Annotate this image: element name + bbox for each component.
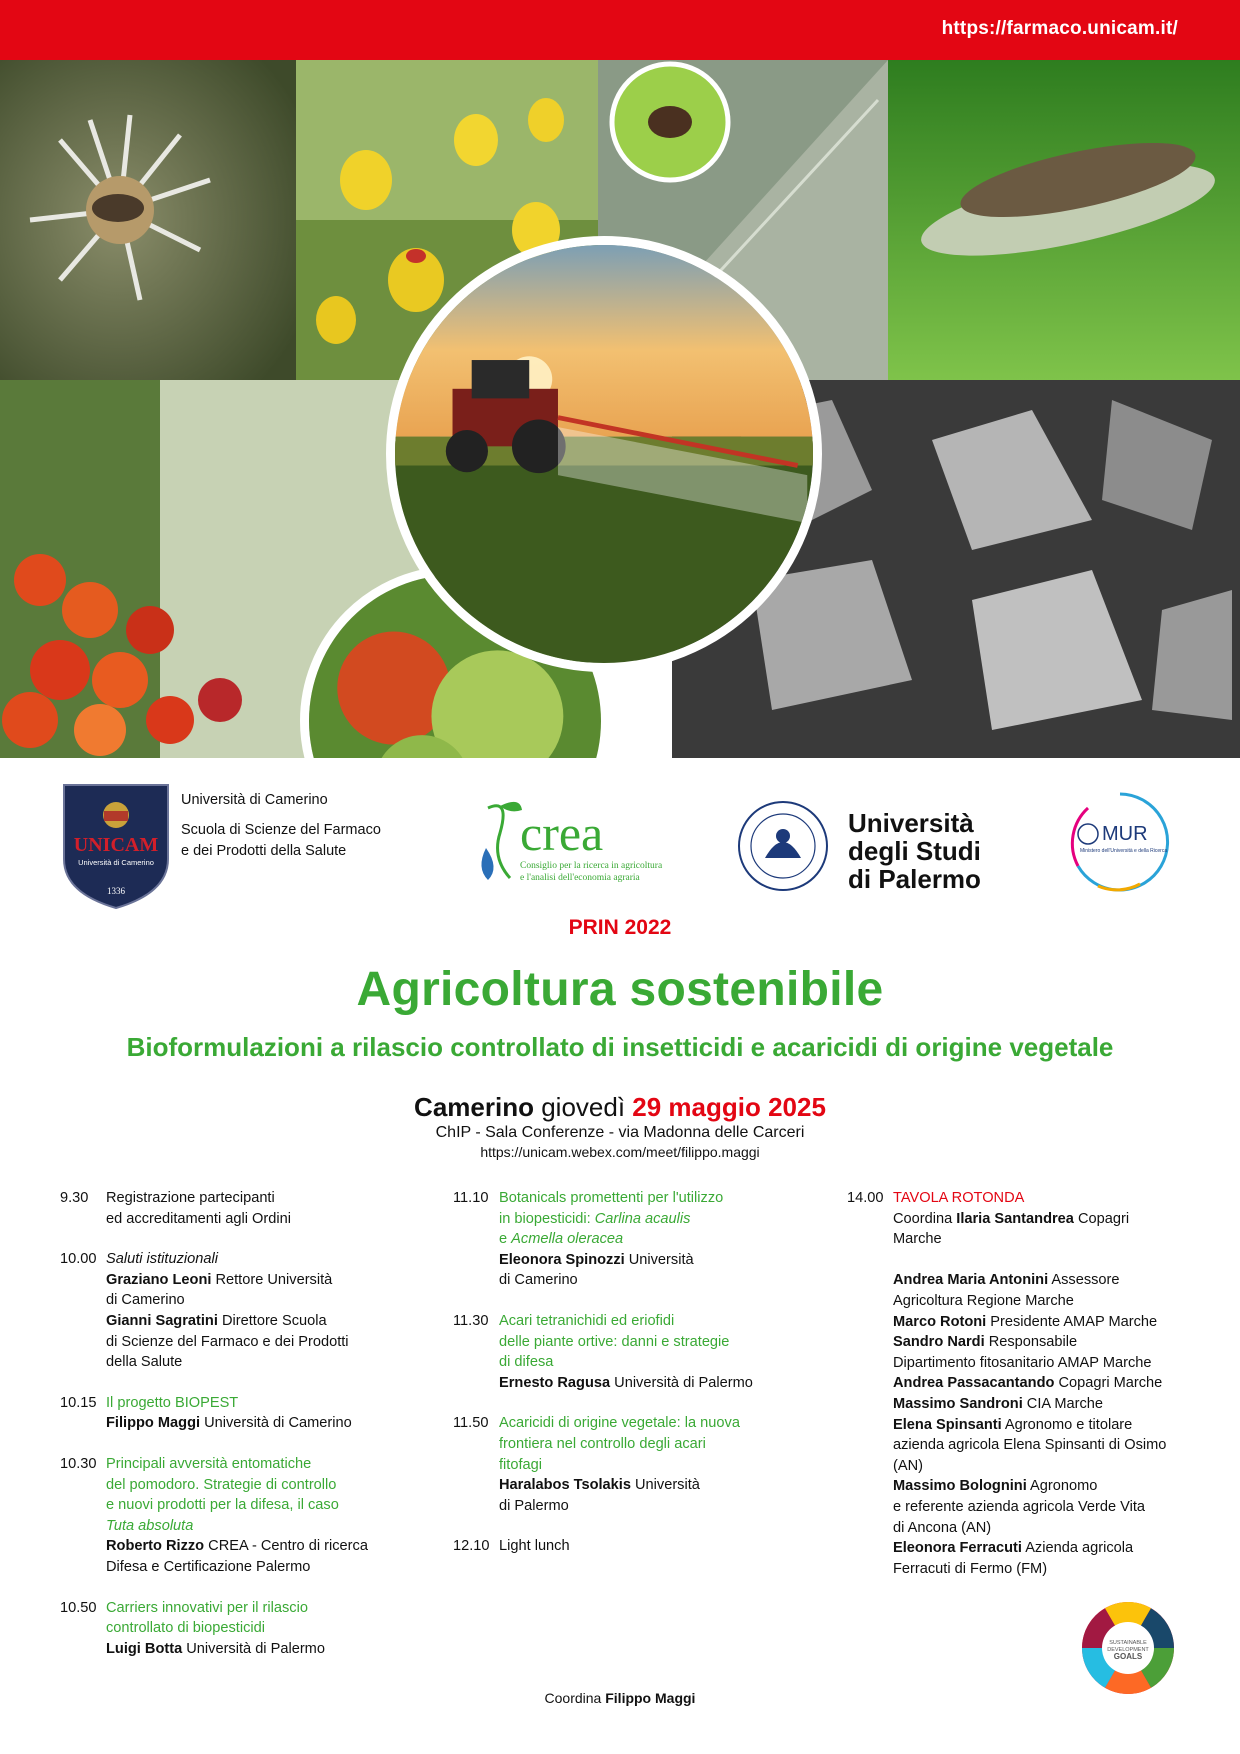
speaker-affiliation: Direttore Scuola <box>217 1312 327 1329</box>
sdg-wheel-logo <box>1080 1600 1176 1696</box>
panelist-role: di Ancona (AN) <box>893 1519 992 1536</box>
panelist-name: Eleonora Ferracuti <box>893 1540 1022 1557</box>
item-title: Principali avversità entomatiche <box>106 1455 312 1472</box>
item-time: 10.30 <box>60 1455 97 1472</box>
panelist-name: Massimo Sandroni <box>893 1395 1023 1412</box>
item-title: Carlina acaulis <box>594 1210 691 1227</box>
svg-text:crea: crea <box>520 805 604 861</box>
panelist-role: Agronomo <box>1026 1478 1098 1495</box>
speaker-name: Filippo Maggi <box>106 1415 201 1432</box>
item-time: 11.10 <box>453 1190 489 1206</box>
panelist-role: Copagri Marche <box>1054 1375 1163 1392</box>
program-column-3 <box>847 1188 1177 1599</box>
item-time: 10.15 <box>60 1394 97 1411</box>
crea-logo <box>470 788 670 898</box>
speaker-affiliation: Università di Palermo <box>182 1640 325 1657</box>
item-title: Carriers innovativi per il rilascio <box>106 1599 308 1616</box>
unicam-name: Università di Camerino <box>181 792 328 808</box>
item-line: Registrazione partecipanti <box>106 1190 275 1206</box>
unicam-shield-logo <box>60 781 172 911</box>
svg-text:Ministero dell'Università e de: Ministero dell'Università e della Ricerca <box>1080 848 1168 854</box>
speaker-affiliation: Università di Camerino <box>200 1415 352 1432</box>
program-item <box>60 1454 390 1578</box>
mur-logo <box>1068 790 1172 894</box>
unicam-school-line2: e dei Prodotti della Salute <box>181 843 347 859</box>
svg-text:e l'analisi dell'economia agra: e l'analisi dell'economia agraria <box>520 873 640 883</box>
speaker-affiliation: Università <box>630 1477 700 1494</box>
program-column-2 <box>453 1188 793 1577</box>
svg-text:SUSTAINABLE: SUSTAINABLE <box>1109 1640 1147 1646</box>
unicam-text <box>181 790 381 862</box>
speaker-name: Haralabos Tsolakis <box>499 1477 631 1494</box>
item-title: del pomodoro. Strategie di controllo <box>106 1476 337 1493</box>
item-line: Light lunch <box>499 1538 570 1555</box>
event-day: giovedì <box>541 1092 626 1122</box>
panelist-name: Andrea Passacantando <box>893 1375 1055 1392</box>
svg-text:UNICAM: UNICAM <box>73 834 159 856</box>
program-item <box>60 1598 390 1660</box>
coordinator-name: Ilaria Santandrea <box>956 1210 1074 1227</box>
website-link[interactable]: https://farmaco.unicam.it/ <box>941 18 1178 39</box>
event-city: Camerino <box>414 1092 534 1122</box>
webex-link[interactable]: https://unicam.webex.com/meet/filippo.maggi <box>480 1144 760 1160</box>
partner-logos <box>0 770 1240 930</box>
item-time: 11.50 <box>453 1415 489 1432</box>
round-table <box>847 1188 1177 1579</box>
item-title: di difesa <box>499 1354 554 1371</box>
coord-label: Coordina <box>544 1690 606 1706</box>
page-title: Agricoltura sostenibile <box>356 963 884 1016</box>
item-title: Acmella oleracea <box>511 1231 624 1248</box>
speaker-name: Graziano Leoni <box>106 1271 212 1288</box>
unicam-school-line1: Scuola di Scienze del Farmaco <box>181 822 381 838</box>
panelist-role: Responsabile <box>984 1334 1078 1351</box>
speaker-name: Gianni Sagratini <box>106 1312 218 1329</box>
panelist-name: Marco Rotoni <box>893 1313 987 1330</box>
svg-text:degli Studi: degli Studi <box>848 836 981 866</box>
thistle-butterfly-image <box>0 60 296 380</box>
panelist-role: (AN) <box>893 1457 923 1474</box>
panelist-role: Agronomo e titolare <box>1001 1416 1133 1433</box>
speaker-affiliation: di Palermo <box>499 1497 569 1514</box>
speaker-name: Luigi Botta <box>106 1640 183 1657</box>
event-venue: ChIP - Sala Conferenze - via Madonna delle Carceri <box>435 1124 805 1141</box>
event-dateline <box>0 1092 1240 1123</box>
program-item <box>453 1188 793 1291</box>
item-title: Botanicals promettenti per l'utilizzo <box>499 1190 724 1206</box>
moth-image <box>888 60 1240 380</box>
coordinator-affiliation: Marche <box>893 1231 942 1248</box>
speaker-affiliation: della Salute <box>106 1354 183 1371</box>
item-title: e <box>499 1231 512 1248</box>
unipa-logo <box>735 796 995 896</box>
event-date: 29 maggio 2025 <box>632 1092 826 1122</box>
item-line: ed accreditamenti agli Ordini <box>106 1210 291 1227</box>
panelist-role: e referente azienda agricola Verde Vita <box>893 1498 1146 1515</box>
program-item <box>60 1393 390 1434</box>
program-item <box>453 1536 793 1557</box>
svg-text:Università: Università <box>848 808 974 838</box>
speaker-affiliation: Università di Palermo <box>610 1374 753 1391</box>
panelist-name: Sandro Nardi <box>893 1334 985 1351</box>
svg-text:Consiglio per la ricerca in ag: Consiglio per la ricerca in agricoltura <box>520 861 663 871</box>
svg-text:Università di Camerino: Università di Camerino <box>78 858 154 867</box>
speaker-affiliation: Difesa e Certificazione Palermo <box>106 1558 311 1575</box>
speaker-affiliation: di Camerino <box>499 1272 578 1289</box>
speaker-affiliation: di Scienze del Farmaco e dei Prodotti <box>106 1333 349 1350</box>
panelist-role: Presidente AMAP Marche <box>986 1313 1158 1330</box>
panelist-role: Ferracuti di Fermo (FM) <box>893 1560 1048 1577</box>
item-title: frontiera nel controllo degli acari <box>499 1435 706 1452</box>
panelist-name: Elena Spinsanti <box>893 1416 1002 1433</box>
speaker-affiliation: di Camerino <box>106 1292 185 1309</box>
item-title: Il progetto BIOPEST <box>106 1394 239 1411</box>
program-item <box>60 1249 390 1373</box>
coordinator-affiliation: Copagri <box>1073 1210 1130 1227</box>
panelist-role: Dipartimento fitosanitario AMAP Marche <box>893 1354 1152 1371</box>
panelist-name: Andrea Maria Antonini <box>893 1272 1049 1289</box>
speaker-affiliation: Rettore Università <box>211 1271 333 1288</box>
round-table-title: TAVOLA ROTONDA <box>893 1190 1025 1206</box>
panelist-name: Massimo Bolognini <box>893 1478 1027 1495</box>
tractor-spraying-image <box>386 236 822 672</box>
page-subtitle: Bioformulazioni a rilascio controllato di insetticidi e acaricidi di origine vegetale <box>126 1032 1114 1062</box>
svg-text:GOALS: GOALS <box>1113 1652 1143 1661</box>
prin-label: PRIN 2022 <box>568 916 672 939</box>
panelist-role: Agricoltura Regione Marche <box>893 1292 1074 1309</box>
item-title: Saluti istituzionali <box>106 1251 218 1268</box>
item-title: e nuovi prodotti per la difesa, il caso <box>106 1497 339 1514</box>
item-title: controllato di biopesticidi <box>106 1620 265 1637</box>
panelist-role: CIA Marche <box>1022 1395 1104 1412</box>
item-title: Acari tetranichidi ed eriofidi <box>499 1312 675 1329</box>
panelist-role: Assessore <box>1048 1272 1120 1289</box>
speaker-affiliation: CREA - Centro di ricerca <box>204 1538 368 1555</box>
svg-text:di Palermo: di Palermo <box>848 864 981 894</box>
item-time: 14.00 <box>847 1190 884 1206</box>
top-bar <box>0 0 1240 60</box>
speaker-name: Roberto Rizzo <box>106 1538 205 1555</box>
program-column-1 <box>60 1188 390 1679</box>
svg-text:MUR: MUR <box>1102 823 1148 845</box>
item-time: 11.30 <box>453 1312 489 1329</box>
item-title: in biopesticidi: <box>499 1210 595 1227</box>
item-time: 12.10 <box>453 1538 490 1555</box>
svg-text:1336: 1336 <box>107 886 125 896</box>
item-title: Tuta absoluta <box>106 1517 194 1534</box>
item-time: 9.30 <box>60 1190 89 1206</box>
speaker-name: Eleonora Spinozzi <box>499 1251 625 1268</box>
item-time: 10.50 <box>60 1599 97 1616</box>
item-time: 10.00 <box>60 1251 97 1268</box>
panelist-role: azienda agricola Elena Spinsanti di Osimo <box>893 1437 1167 1454</box>
item-title: Acaricidi di origine vegetale: la nuova <box>499 1415 740 1432</box>
program-item <box>60 1188 390 1229</box>
speaker-name: Ernesto Ragusa <box>499 1374 611 1391</box>
speaker-affiliation: Università <box>624 1251 694 1268</box>
coord-label: Coordina <box>893 1210 957 1227</box>
item-title: delle piante ortive: danni e strategie <box>499 1333 730 1350</box>
program-item <box>453 1413 793 1516</box>
hero-collage <box>0 60 1240 758</box>
panelist-role: Azienda agricola <box>1021 1540 1134 1557</box>
item-title: fitofagi <box>499 1456 542 1473</box>
program-item <box>453 1311 793 1393</box>
coordinator-name: Filippo Maggi <box>605 1690 696 1706</box>
footer-coordinator <box>0 1690 1240 1706</box>
svg-text:DEVELOPMENT: DEVELOPMENT <box>1107 1647 1149 1653</box>
